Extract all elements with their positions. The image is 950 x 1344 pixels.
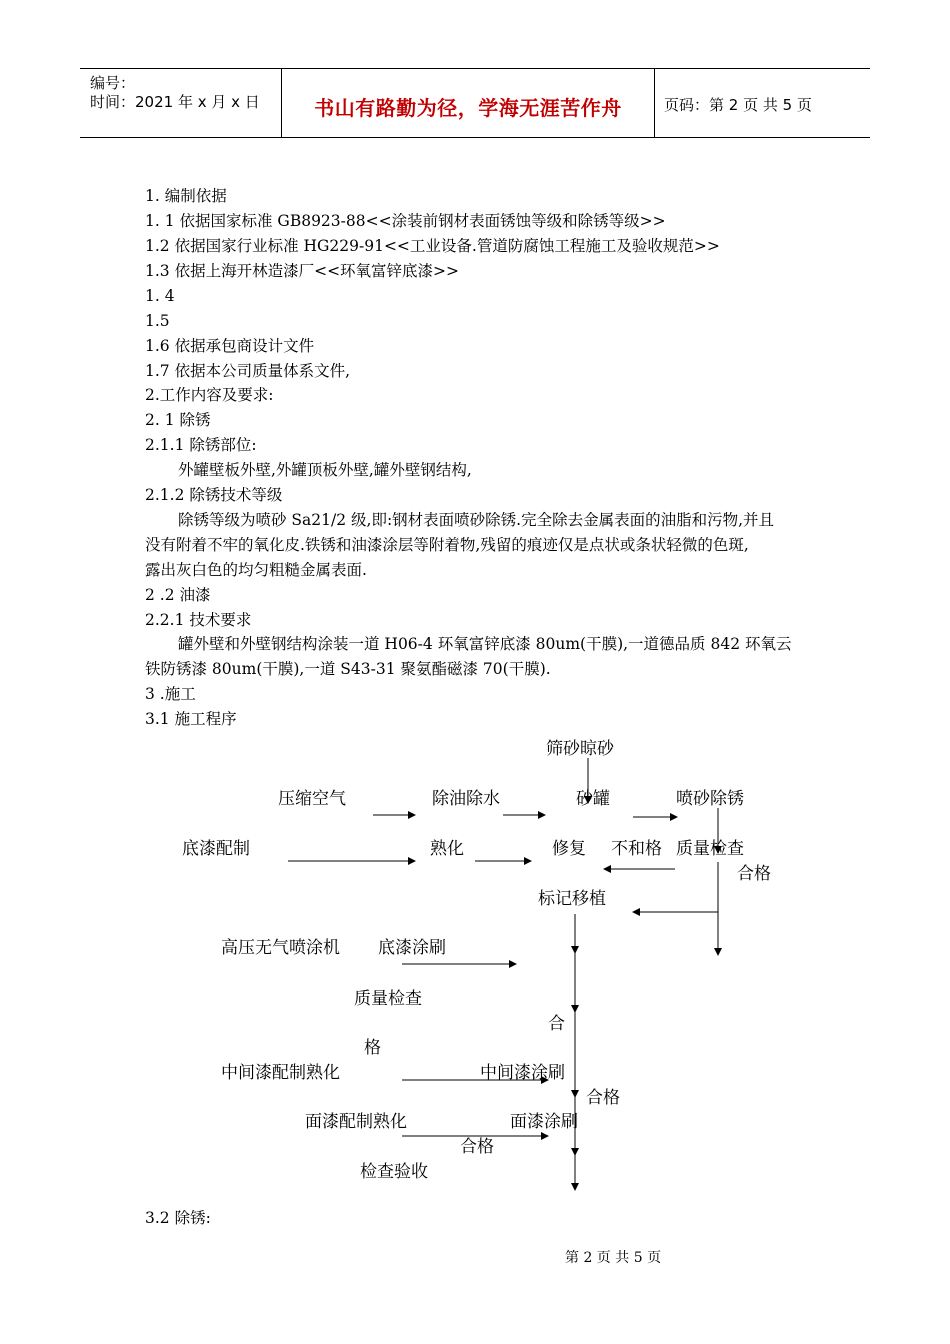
flow-node-pass-2a: 合 <box>548 1014 565 1034</box>
flow-node-inspection-acceptance: 检查验收 <box>360 1162 428 1182</box>
flow-node-primer-brush: 底漆涂刷 <box>378 938 446 958</box>
flow-node-mark-transfer: 标记移植 <box>538 889 606 909</box>
flow-node-top-coat-brush: 面漆涂刷 <box>510 1112 578 1132</box>
flow-node-quality-check-1: 质量检查 <box>676 839 744 859</box>
section-2-heading: 2.工作内容及要求: <box>145 386 274 404</box>
section-2-1-1-heading: 2.1.1 除锈部位: <box>145 436 257 454</box>
flow-node-mid-coat-prep: 中间漆配制熟化 <box>221 1063 340 1083</box>
basis-1-7: 1.7 依据本公司质量体系文件, <box>145 362 351 380</box>
rust-grade-para-line3: 露出灰白色的均匀粗糙金属表面. <box>145 561 367 579</box>
section-2-2-heading: 2 .2 油漆 <box>145 586 211 604</box>
flow-node-mid-coat-brush: 中间漆涂刷 <box>480 1063 565 1083</box>
section-1-heading: 1. 编制依据 <box>145 187 227 205</box>
paint-req-line2: 铁防锈漆 80um(干膜),一道 S43-31 聚氨酯磁漆 70(干膜). <box>145 660 551 678</box>
flow-node-curing: 熟化 <box>430 839 464 859</box>
section-2-1-2-heading: 2.1.2 除锈技术等级 <box>145 486 283 504</box>
flow-node-compressed-air: 压缩空气 <box>278 789 346 809</box>
section-3-2-heading: 3.2 除锈: <box>145 1209 211 1227</box>
rust-removal-parts: 外罐壁板外壁,外罐顶板外壁,罐外壁钢结构, <box>178 461 472 479</box>
basis-1-3: 1.3 依据上海开林造漆厂<<环氧富锌底漆>> <box>145 262 460 280</box>
flow-node-pass-3: 合格 <box>586 1088 620 1108</box>
flow-node-pass-4: 合格 <box>460 1137 494 1157</box>
page-number-label: 页码：第 2 页 共 5 页 <box>664 96 812 114</box>
doc-code-label: 编号： <box>90 74 136 92</box>
basis-1-5: 1.5 <box>145 312 170 330</box>
basis-1-6: 1.6 依据承包商设计文件 <box>145 337 315 355</box>
flow-node-sand-blast: 喷砂除锈 <box>676 789 744 809</box>
section-2-2-1-heading: 2.2.1 技术要求 <box>145 611 252 629</box>
section-2-1-heading: 2. 1 除锈 <box>145 411 211 429</box>
rust-grade-para-line1: 除锈等级为喷砂 Sa21/2 级,即:钢材表面喷砂除锈.完全除去金属表面的油脂和污物,并且 <box>178 511 775 529</box>
flow-node-pass-2b: 格 <box>364 1038 381 1058</box>
doc-time-label: 时间：2021 年 x 月 x 日 <box>90 93 260 111</box>
basis-1-4: 1. 4 <box>145 287 175 305</box>
flow-node-quality-check-2: 质量检查 <box>354 989 422 1009</box>
rust-grade-para-line2: 没有附着不牢的氧化皮.铁锈和油漆涂层等附着物,残留的痕迹仅是点状或条状轻微的色斑, <box>145 536 749 554</box>
flow-node-primer-prep: 底漆配制 <box>182 839 250 859</box>
flow-node-repair: 修复 <box>552 839 586 859</box>
flow-node-oil-water-removal: 除油除水 <box>432 789 500 809</box>
page-footer: 第 2 页 共 5 页 <box>565 1250 662 1266</box>
flow-node-pass-1: 合格 <box>737 864 771 884</box>
section-3-heading: 3 .施工 <box>145 685 196 703</box>
motto-text: 书山有路勤为径，学海无涯苦作舟 <box>314 96 622 120</box>
flow-node-screen-sand: 筛砂晾砂 <box>546 739 614 759</box>
flow-node-sand-tank: 砂罐 <box>576 789 610 809</box>
paint-req-line1: 罐外壁和外壁钢结构涂装一道 H06-4 环氧富锌底漆 80um(干膜),一道德品质 842 环氧云 <box>178 635 792 653</box>
flow-node-airless-sprayer: 高压无气喷涂机 <box>221 938 340 958</box>
basis-1-2: 1.2 依据国家行业标准 HG229-91<<工业设备.管道防腐蚀工程施工及验收规范>> <box>145 237 720 255</box>
flow-node-top-coat-prep: 面漆配制熟化 <box>305 1112 407 1132</box>
section-3-1-heading: 3.1 施工程序 <box>145 710 237 728</box>
flow-node-fail: 不和格 <box>611 839 662 859</box>
basis-1-1: 1. 1 依据国家标准 GB8923-88<<涂装前钢材表面锈蚀等级和除锈等级>> <box>145 212 666 230</box>
